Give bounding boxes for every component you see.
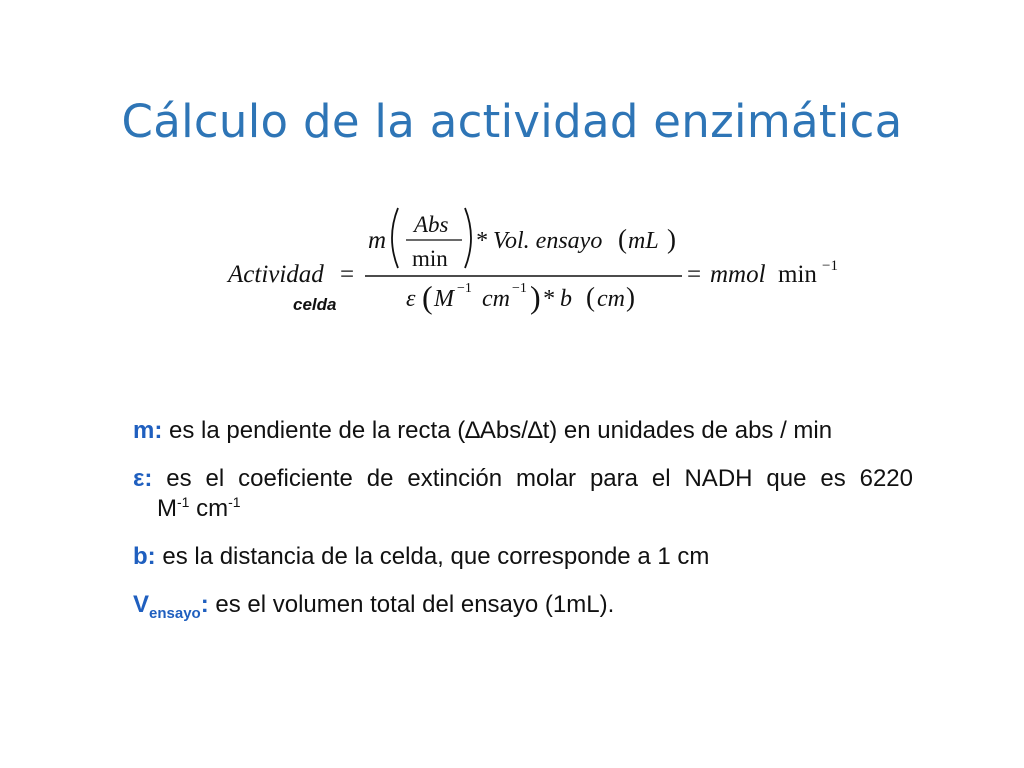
definition-text-epsilon: es el coeficiente de extinción molar para el NADH que es 6220 bbox=[152, 465, 913, 492]
denominator-b: * b bbox=[542, 286, 572, 312]
numerator-min: min bbox=[412, 246, 448, 271]
formula-result-min: min bbox=[778, 261, 817, 288]
formula-svg bbox=[0, 190, 1024, 330]
definition-term-m: m bbox=[133, 417, 155, 444]
formula-lhs-subscript: celda bbox=[293, 295, 337, 314]
numerator-m: m bbox=[368, 227, 387, 254]
formula-equals-2: = bbox=[687, 261, 702, 288]
definitions-list bbox=[133, 416, 913, 638]
numerator-left-paren bbox=[392, 208, 398, 268]
numerator-unit: mL bbox=[628, 228, 659, 254]
definition-sep-epsilon: : bbox=[144, 465, 153, 492]
epsilon-unit-exp2: -1 bbox=[228, 494, 241, 510]
formula-lhs: Actividad bbox=[228, 261, 324, 288]
definition-v bbox=[133, 590, 913, 620]
numerator-abs: Abs bbox=[414, 212, 449, 237]
denominator-unit-lparen: ( bbox=[586, 282, 595, 312]
definition-text-v: es el volumen total del ensayo (1mL). bbox=[208, 591, 615, 618]
denominator-M: M bbox=[434, 286, 454, 312]
definition-term-v: V bbox=[133, 591, 150, 618]
numerator-vol: * Vol. ensayo bbox=[475, 228, 603, 254]
definition-epsilon bbox=[133, 464, 913, 524]
definition-term-b: b bbox=[133, 543, 148, 570]
definition-text-m: es la pendiente de la recta (∆Abs/∆t) en unidades de abs / min bbox=[162, 417, 833, 444]
definition-text-b: es la distancia de la celda, que corresponde a 1 cm bbox=[155, 543, 710, 570]
denominator-lparen: ( bbox=[422, 279, 433, 315]
definition-sub-v: ensayo bbox=[149, 604, 201, 622]
definition-line-epsilon bbox=[133, 464, 913, 494]
denominator-cm: cm bbox=[482, 286, 510, 312]
activity-formula bbox=[0, 190, 1024, 330]
denominator-unit-rparen: ) bbox=[626, 282, 635, 312]
epsilon-unit-exp1: -1 bbox=[177, 494, 190, 510]
definition-sep-b: : bbox=[147, 543, 156, 570]
definition-m bbox=[133, 416, 913, 446]
definition-sep-m: : bbox=[154, 417, 163, 444]
formula-result-exp: −1 bbox=[822, 258, 838, 274]
formula-equals-1: = bbox=[340, 261, 355, 288]
definition-term-epsilon: ε bbox=[133, 465, 145, 492]
numerator-unit-lparen: ( bbox=[618, 224, 627, 254]
epsilon-unit-cm: cm bbox=[189, 495, 229, 522]
slide-title: Cálculo de la actividad enzimática bbox=[121, 95, 903, 148]
definition-epsilon-units bbox=[133, 494, 913, 524]
denominator-unit: cm bbox=[597, 286, 625, 312]
epsilon-unit-M: M bbox=[157, 495, 177, 522]
numerator-unit-rparen: ) bbox=[667, 224, 676, 254]
denominator-rparen: ) bbox=[530, 279, 541, 315]
denominator-exp1: −1 bbox=[457, 281, 472, 296]
definition-b bbox=[133, 542, 913, 572]
numerator-right-paren bbox=[465, 208, 471, 268]
denominator-epsilon: ε bbox=[406, 286, 416, 312]
definition-sep-v: : bbox=[200, 591, 209, 618]
formula-result-unit: mmol bbox=[710, 261, 766, 288]
denominator-exp2: −1 bbox=[512, 281, 527, 296]
